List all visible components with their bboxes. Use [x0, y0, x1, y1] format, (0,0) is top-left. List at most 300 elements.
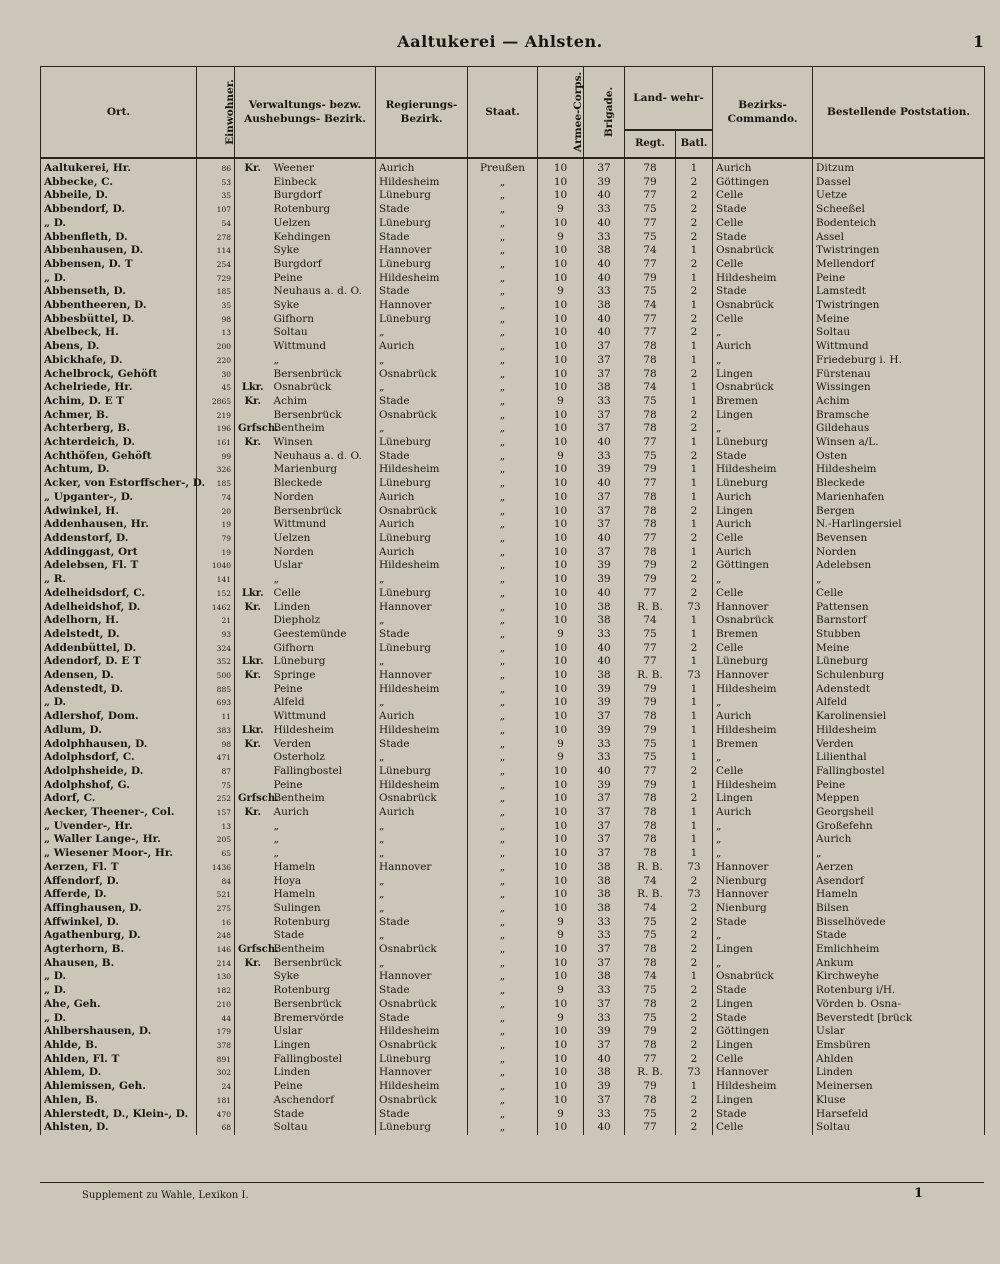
- place-name: Adelheidsdorf, C.: [41, 587, 197, 601]
- district-command: „: [713, 847, 813, 861]
- landwehr-regiment: 78: [625, 792, 676, 806]
- brigade: 38: [584, 888, 625, 902]
- landwehr-regiment: 79: [625, 696, 676, 710]
- district-type: [235, 244, 271, 258]
- government-district: Hannover: [376, 970, 468, 984]
- landwehr-regiment: 78: [625, 158, 676, 176]
- place-name: Adenstedt, D.: [41, 683, 197, 697]
- landwehr-battalion: 2: [676, 532, 713, 546]
- post-station: Friedeburg i. H.: [813, 354, 985, 368]
- administrative-district: Hoya: [271, 875, 376, 889]
- landwehr-battalion: 2: [676, 1108, 713, 1122]
- government-district: Hannover: [376, 1066, 468, 1080]
- district-type: [235, 998, 271, 1012]
- table-row: [41, 244, 985, 258]
- table-row: [41, 765, 985, 779]
- district-command: Lingen: [713, 792, 813, 806]
- post-station: Assel: [813, 231, 985, 245]
- place-name: Affinghausen, D.: [41, 902, 197, 916]
- landwehr-battalion: 1: [676, 491, 713, 505]
- government-district: Aurich: [376, 518, 468, 532]
- landwehr-battalion: 2: [676, 573, 713, 587]
- administrative-district: Sulingen: [271, 902, 376, 916]
- district-command: „: [713, 326, 813, 340]
- army-corps: 10: [538, 943, 584, 957]
- post-station: Bisselhövede: [813, 916, 985, 930]
- army-corps: 10: [538, 669, 584, 683]
- district-command: Lingen: [713, 998, 813, 1012]
- government-district: Hildesheim: [376, 683, 468, 697]
- army-corps: 9: [538, 916, 584, 930]
- state: „: [468, 1121, 538, 1135]
- col-staat: Staat.: [468, 67, 538, 159]
- post-station: Peine: [813, 272, 985, 286]
- administrative-district: Rotenburg: [271, 203, 376, 217]
- post-station: Hildesheim: [813, 463, 985, 477]
- brigade: 33: [584, 395, 625, 409]
- brigade: 40: [584, 258, 625, 272]
- brigade: 33: [584, 984, 625, 998]
- post-station: Adelebsen: [813, 559, 985, 573]
- landwehr-battalion: 1: [676, 724, 713, 738]
- administrative-district: Bleckede: [271, 477, 376, 491]
- state: „: [468, 272, 538, 286]
- district-type: [235, 258, 271, 272]
- government-district: „: [376, 847, 468, 861]
- landwehr-battalion: 1: [676, 779, 713, 793]
- landwehr-battalion: 2: [676, 765, 713, 779]
- brigade: 33: [584, 929, 625, 943]
- landwehr-battalion: 1: [676, 628, 713, 642]
- district-command: „: [713, 751, 813, 765]
- administrative-district: Celle: [271, 587, 376, 601]
- government-district: Lüneburg: [376, 313, 468, 327]
- landwehr-battalion: 1: [676, 395, 713, 409]
- administrative-district: Bentheim: [271, 422, 376, 436]
- state: „: [468, 450, 538, 464]
- landwehr-battalion: 2: [676, 176, 713, 190]
- place-name: „ D.: [41, 217, 197, 231]
- population: 93: [197, 628, 235, 642]
- district-command: Hannover: [713, 1066, 813, 1080]
- table-row: [41, 875, 985, 889]
- government-district: Aurich: [376, 710, 468, 724]
- table-row: [41, 477, 985, 491]
- landwehr-regiment: 78: [625, 546, 676, 560]
- district-type: [235, 203, 271, 217]
- register-table: [40, 66, 985, 1135]
- population: 35: [197, 299, 235, 313]
- table-row: [41, 189, 985, 203]
- population: 54: [197, 217, 235, 231]
- government-district: Hannover: [376, 669, 468, 683]
- population: 65: [197, 847, 235, 861]
- table-row: [41, 820, 985, 834]
- landwehr-battalion: 1: [676, 340, 713, 354]
- army-corps: 10: [538, 559, 584, 573]
- administrative-district: Osnabrück: [271, 381, 376, 395]
- post-station: Stubben: [813, 628, 985, 642]
- table-row: [41, 902, 985, 916]
- post-station: Barnstorf: [813, 614, 985, 628]
- population: 21: [197, 614, 235, 628]
- population: 214: [197, 957, 235, 971]
- place-name: Adlum, D.: [41, 724, 197, 738]
- state: „: [468, 299, 538, 313]
- landwehr-regiment: 77: [625, 313, 676, 327]
- brigade: 37: [584, 1039, 625, 1053]
- administrative-district: Bentheim: [271, 943, 376, 957]
- brigade: 40: [584, 436, 625, 450]
- post-station: Fallingbostel: [813, 765, 985, 779]
- government-district: Hannover: [376, 601, 468, 615]
- place-name: Ahlden, Fl. T: [41, 1053, 197, 1067]
- table-row: [41, 943, 985, 957]
- place-name: Affwinkel, D.: [41, 916, 197, 930]
- place-name: „ Waller Lange-, Hr.: [41, 833, 197, 847]
- post-station: Emsbüren: [813, 1039, 985, 1053]
- administrative-district: Wittmund: [271, 340, 376, 354]
- table-row: [41, 1108, 985, 1122]
- brigade: 40: [584, 477, 625, 491]
- table-row: [41, 450, 985, 464]
- administrative-district: Fallingbostel: [271, 765, 376, 779]
- place-name: „ R.: [41, 573, 197, 587]
- brigade: 39: [584, 463, 625, 477]
- brigade: 39: [584, 1080, 625, 1094]
- table-row: [41, 409, 985, 423]
- state: „: [468, 614, 538, 628]
- population: 278: [197, 231, 235, 245]
- post-station: Meine: [813, 642, 985, 656]
- landwehr-regiment: 78: [625, 820, 676, 834]
- district-command: Hildesheim: [713, 272, 813, 286]
- brigade: 33: [584, 1108, 625, 1122]
- government-district: Hannover: [376, 299, 468, 313]
- administrative-district: Aschendorf: [271, 1094, 376, 1108]
- post-station: Gildehaus: [813, 422, 985, 436]
- government-district: „: [376, 957, 468, 971]
- population: 24: [197, 1080, 235, 1094]
- landwehr-battalion: 1: [676, 518, 713, 532]
- place-name: Achim, D. E T: [41, 395, 197, 409]
- government-district: Osnabrück: [376, 505, 468, 519]
- brigade: 37: [584, 806, 625, 820]
- state: „: [468, 313, 538, 327]
- army-corps: 10: [538, 313, 584, 327]
- landwehr-battalion: 2: [676, 258, 713, 272]
- landwehr-battalion: 2: [676, 916, 713, 930]
- government-district: Osnabrück: [376, 368, 468, 382]
- district-type: [235, 929, 271, 943]
- brigade: 39: [584, 696, 625, 710]
- brigade: 39: [584, 683, 625, 697]
- district-type: [235, 779, 271, 793]
- table-row: [41, 505, 985, 519]
- district-type: [235, 833, 271, 847]
- landwehr-regiment: 77: [625, 765, 676, 779]
- post-station: Uetze: [813, 189, 985, 203]
- brigade: 38: [584, 861, 625, 875]
- table-row: [41, 1080, 985, 1094]
- population: 161: [197, 436, 235, 450]
- state: „: [468, 532, 538, 546]
- page-title: Aaltukerei — Ahlsten.: [397, 32, 603, 51]
- landwehr-battalion: 2: [676, 587, 713, 601]
- army-corps: 10: [538, 1066, 584, 1080]
- brigade: 39: [584, 573, 625, 587]
- district-type: [235, 765, 271, 779]
- administrative-district: Norden: [271, 491, 376, 505]
- table-row: [41, 395, 985, 409]
- register-body: [41, 158, 985, 1135]
- brigade: 33: [584, 450, 625, 464]
- brigade: 37: [584, 943, 625, 957]
- table-row: [41, 683, 985, 697]
- population: 185: [197, 285, 235, 299]
- landwehr-regiment: 79: [625, 724, 676, 738]
- army-corps: 9: [538, 1012, 584, 1026]
- district-command: Lingen: [713, 943, 813, 957]
- army-corps: 10: [538, 779, 584, 793]
- page-number: 1: [972, 32, 984, 51]
- page-header: [0, 32, 1000, 56]
- population: 1462: [197, 601, 235, 615]
- table-row: [41, 559, 985, 573]
- state: „: [468, 738, 538, 752]
- post-station: Beverstedt [brück: [813, 1012, 985, 1026]
- brigade: 38: [584, 970, 625, 984]
- landwehr-battalion: 1: [676, 738, 713, 752]
- army-corps: 10: [538, 477, 584, 491]
- col-einwohner: Einwohner.: [197, 67, 235, 159]
- place-name: „ Upganter-, D.: [41, 491, 197, 505]
- district-type: [235, 518, 271, 532]
- state: „: [468, 422, 538, 436]
- state: „: [468, 696, 538, 710]
- district-command: Hannover: [713, 601, 813, 615]
- state: „: [468, 984, 538, 998]
- administrative-district: Stade: [271, 1108, 376, 1122]
- population: 157: [197, 806, 235, 820]
- district-command: „: [713, 957, 813, 971]
- population: 130: [197, 970, 235, 984]
- district-type: [235, 984, 271, 998]
- table-row: [41, 710, 985, 724]
- district-type: [235, 176, 271, 190]
- administrative-district: Lüneburg: [271, 655, 376, 669]
- place-name: Adelhorn, H.: [41, 614, 197, 628]
- table-row: [41, 833, 985, 847]
- population: 470: [197, 1108, 235, 1122]
- army-corps: 10: [538, 1025, 584, 1039]
- district-command: Göttingen: [713, 176, 813, 190]
- district-type: Grfsch.: [235, 422, 271, 436]
- district-type: [235, 751, 271, 765]
- brigade: 40: [584, 313, 625, 327]
- landwehr-battalion: 2: [676, 505, 713, 519]
- district-type: Kr.: [235, 738, 271, 752]
- district-type: [235, 272, 271, 286]
- administrative-district: Alfeld: [271, 696, 376, 710]
- table-row: [41, 587, 985, 601]
- state: „: [468, 902, 538, 916]
- place-name: Ahausen, B.: [41, 957, 197, 971]
- state: „: [468, 628, 538, 642]
- landwehr-regiment: 78: [625, 1039, 676, 1053]
- landwehr-regiment: 74: [625, 902, 676, 916]
- population: 181: [197, 1094, 235, 1108]
- landwehr-regiment: 78: [625, 957, 676, 971]
- administrative-district: Hameln: [271, 861, 376, 875]
- post-station: Kirchweyhe: [813, 970, 985, 984]
- post-station: Rotenburg i/H.: [813, 984, 985, 998]
- place-name: „ Wiesener Moor-, Hr.: [41, 847, 197, 861]
- army-corps: 10: [538, 546, 584, 560]
- place-name: „ D.: [41, 272, 197, 286]
- district-command: Celle: [713, 189, 813, 203]
- brigade: 37: [584, 409, 625, 423]
- place-name: Achmer, B.: [41, 409, 197, 423]
- administrative-district: „: [271, 847, 376, 861]
- place-name: Abbecke, C.: [41, 176, 197, 190]
- place-name: Achelbrock, Gehöft: [41, 368, 197, 382]
- state: „: [468, 546, 538, 560]
- district-type: [235, 299, 271, 313]
- district-command: „: [713, 833, 813, 847]
- post-station: Kluse: [813, 1094, 985, 1108]
- district-type: [235, 491, 271, 505]
- place-name: Aerzen, Fl. T: [41, 861, 197, 875]
- administrative-district: Gifhorn: [271, 313, 376, 327]
- table-row: [41, 642, 985, 656]
- landwehr-regiment: 77: [625, 1053, 676, 1067]
- landwehr-regiment: 74: [625, 970, 676, 984]
- table-row: [41, 738, 985, 752]
- district-command: Stade: [713, 203, 813, 217]
- state: „: [468, 217, 538, 231]
- army-corps: 10: [538, 614, 584, 628]
- army-corps: 10: [538, 326, 584, 340]
- army-corps: 10: [538, 696, 584, 710]
- army-corps: 10: [538, 970, 584, 984]
- state: „: [468, 655, 538, 669]
- army-corps: 10: [538, 957, 584, 971]
- landwehr-battalion: 1: [676, 158, 713, 176]
- state: „: [468, 970, 538, 984]
- landwehr-battalion: 1: [676, 833, 713, 847]
- post-station: Lüneburg: [813, 655, 985, 669]
- administrative-district: Bersenbrück: [271, 505, 376, 519]
- brigade: 37: [584, 833, 625, 847]
- landwehr-regiment: R. B.: [625, 861, 676, 875]
- army-corps: 10: [538, 724, 584, 738]
- landwehr-regiment: 77: [625, 477, 676, 491]
- landwehr-regiment: 74: [625, 244, 676, 258]
- table-row: [41, 655, 985, 669]
- district-command: Hildesheim: [713, 1080, 813, 1094]
- brigade: 33: [584, 1012, 625, 1026]
- district-command: Hannover: [713, 861, 813, 875]
- army-corps: 10: [538, 244, 584, 258]
- post-station: Bevensen: [813, 532, 985, 546]
- place-name: Achelriede, Hr.: [41, 381, 197, 395]
- landwehr-regiment: 79: [625, 176, 676, 190]
- col-armee: Armee-Corps.: [538, 67, 584, 159]
- brigade: 38: [584, 381, 625, 395]
- state: „: [468, 1080, 538, 1094]
- col-bestellende: Bestellende Poststation.: [813, 67, 985, 159]
- state: „: [468, 463, 538, 477]
- brigade: 38: [584, 601, 625, 615]
- landwehr-battalion: 1: [676, 614, 713, 628]
- post-station: Soltau: [813, 326, 985, 340]
- administrative-district: Neuhaus a. d. O.: [271, 285, 376, 299]
- state: „: [468, 244, 538, 258]
- place-name: „ Uvender-, Hr.: [41, 820, 197, 834]
- place-name: Adorf, C.: [41, 792, 197, 806]
- place-name: „ D.: [41, 696, 197, 710]
- district-command: Celle: [713, 313, 813, 327]
- landwehr-regiment: R. B.: [625, 1066, 676, 1080]
- landwehr-battalion: 2: [676, 1121, 713, 1135]
- landwehr-battalion: 2: [676, 1012, 713, 1026]
- place-name: Affendorf, D.: [41, 875, 197, 889]
- post-station: Osten: [813, 450, 985, 464]
- government-district: Lüneburg: [376, 258, 468, 272]
- government-district: Hildesheim: [376, 463, 468, 477]
- brigade: 38: [584, 875, 625, 889]
- post-station: Emlichheim: [813, 943, 985, 957]
- table-row: [41, 696, 985, 710]
- district-type: Lkr.: [235, 381, 271, 395]
- place-name: Adelstedt, D.: [41, 628, 197, 642]
- administrative-district: Bentheim: [271, 792, 376, 806]
- district-command: Aurich: [713, 518, 813, 532]
- population: 45: [197, 381, 235, 395]
- state: „: [468, 559, 538, 573]
- district-type: [235, 642, 271, 656]
- brigade: 37: [584, 422, 625, 436]
- place-name: Acker, von Estorffscher-, D.: [41, 477, 197, 491]
- landwehr-battalion: 2: [676, 231, 713, 245]
- government-district: Hannover: [376, 244, 468, 258]
- district-type: [235, 559, 271, 573]
- army-corps: 10: [538, 902, 584, 916]
- army-corps: 10: [538, 217, 584, 231]
- post-station: Vörden b. Osna-: [813, 998, 985, 1012]
- state: „: [468, 518, 538, 532]
- district-command: Osnabrück: [713, 970, 813, 984]
- population: 254: [197, 258, 235, 272]
- district-type: [235, 573, 271, 587]
- government-district: Osnabrück: [376, 998, 468, 1012]
- district-command: Stade: [713, 285, 813, 299]
- army-corps: 10: [538, 820, 584, 834]
- army-corps: 10: [538, 1039, 584, 1053]
- district-command: Lingen: [713, 1094, 813, 1108]
- government-district: Hildesheim: [376, 779, 468, 793]
- population: 35: [197, 189, 235, 203]
- table-row: [41, 1012, 985, 1026]
- landwehr-regiment: 78: [625, 1094, 676, 1108]
- table-row: [41, 601, 985, 615]
- landwehr-battalion: 1: [676, 820, 713, 834]
- army-corps: 10: [538, 368, 584, 382]
- government-district: Lüneburg: [376, 587, 468, 601]
- population: 99: [197, 450, 235, 464]
- district-type: [235, 326, 271, 340]
